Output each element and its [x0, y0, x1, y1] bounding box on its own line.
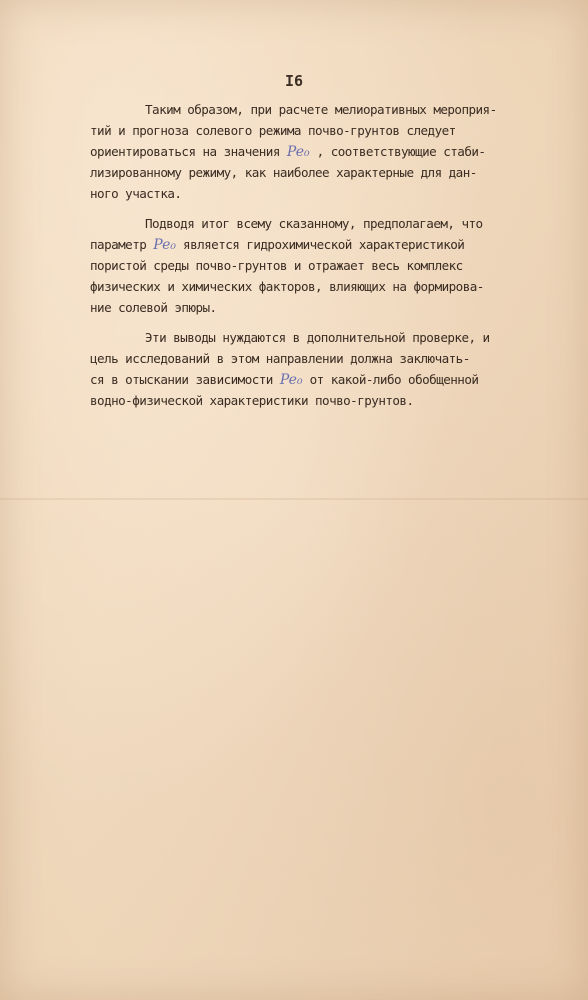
text-line: водно-физической характеристики почво-грунтов.	[90, 393, 414, 408]
text-line: Подводя итог всему сказанному, предполагаем, что	[145, 216, 483, 231]
text-line: пористой среды почво-грунтов и отражает весь комплекс	[90, 258, 463, 273]
paragraph-1	[90, 99, 560, 204]
text-line	[90, 369, 560, 390]
text-line	[90, 234, 560, 255]
text-segment: от какой-либо обобщенной	[302, 372, 479, 387]
paragraph-3	[90, 327, 560, 411]
text-line: тий и прогноза солевого режима почво-грунтов следует	[90, 123, 456, 138]
peclet-symbol: Pe₀	[279, 372, 303, 388]
text-line: ние солевой эпюры.	[90, 300, 217, 315]
text-segment: ориентироваться на значения	[90, 144, 287, 159]
text-line: цель исследований в этом направлении должна заключать-	[90, 351, 470, 366]
paragraph-2	[90, 213, 560, 318]
text-segment: ся в отыскании зависимости	[90, 372, 280, 387]
text-line	[90, 141, 560, 162]
body-text	[90, 99, 560, 420]
peclet-symbol: Pe₀	[153, 237, 176, 253]
peclet-symbol: Pe₀	[286, 144, 310, 160]
text-line: Таким образом, при расчете мелиоративных мероприя-	[145, 102, 497, 117]
text-line: физических и химических факторов, влияющих на формирова-	[90, 279, 484, 294]
page-number: I6	[284, 72, 304, 90]
text-line: лизированному режиму, как наиболее характерные для дан-	[90, 165, 477, 180]
page-fold-line	[0, 498, 588, 500]
text-segment: параметр	[90, 237, 154, 252]
text-segment: является гидрохимической характеристикой	[176, 237, 465, 252]
text-line: ного участка.	[90, 186, 182, 201]
text-line: Эти выводы нуждаются в дополнительной проверке, и	[145, 330, 490, 345]
text-segment: , соответствующие стаби-	[309, 144, 486, 159]
